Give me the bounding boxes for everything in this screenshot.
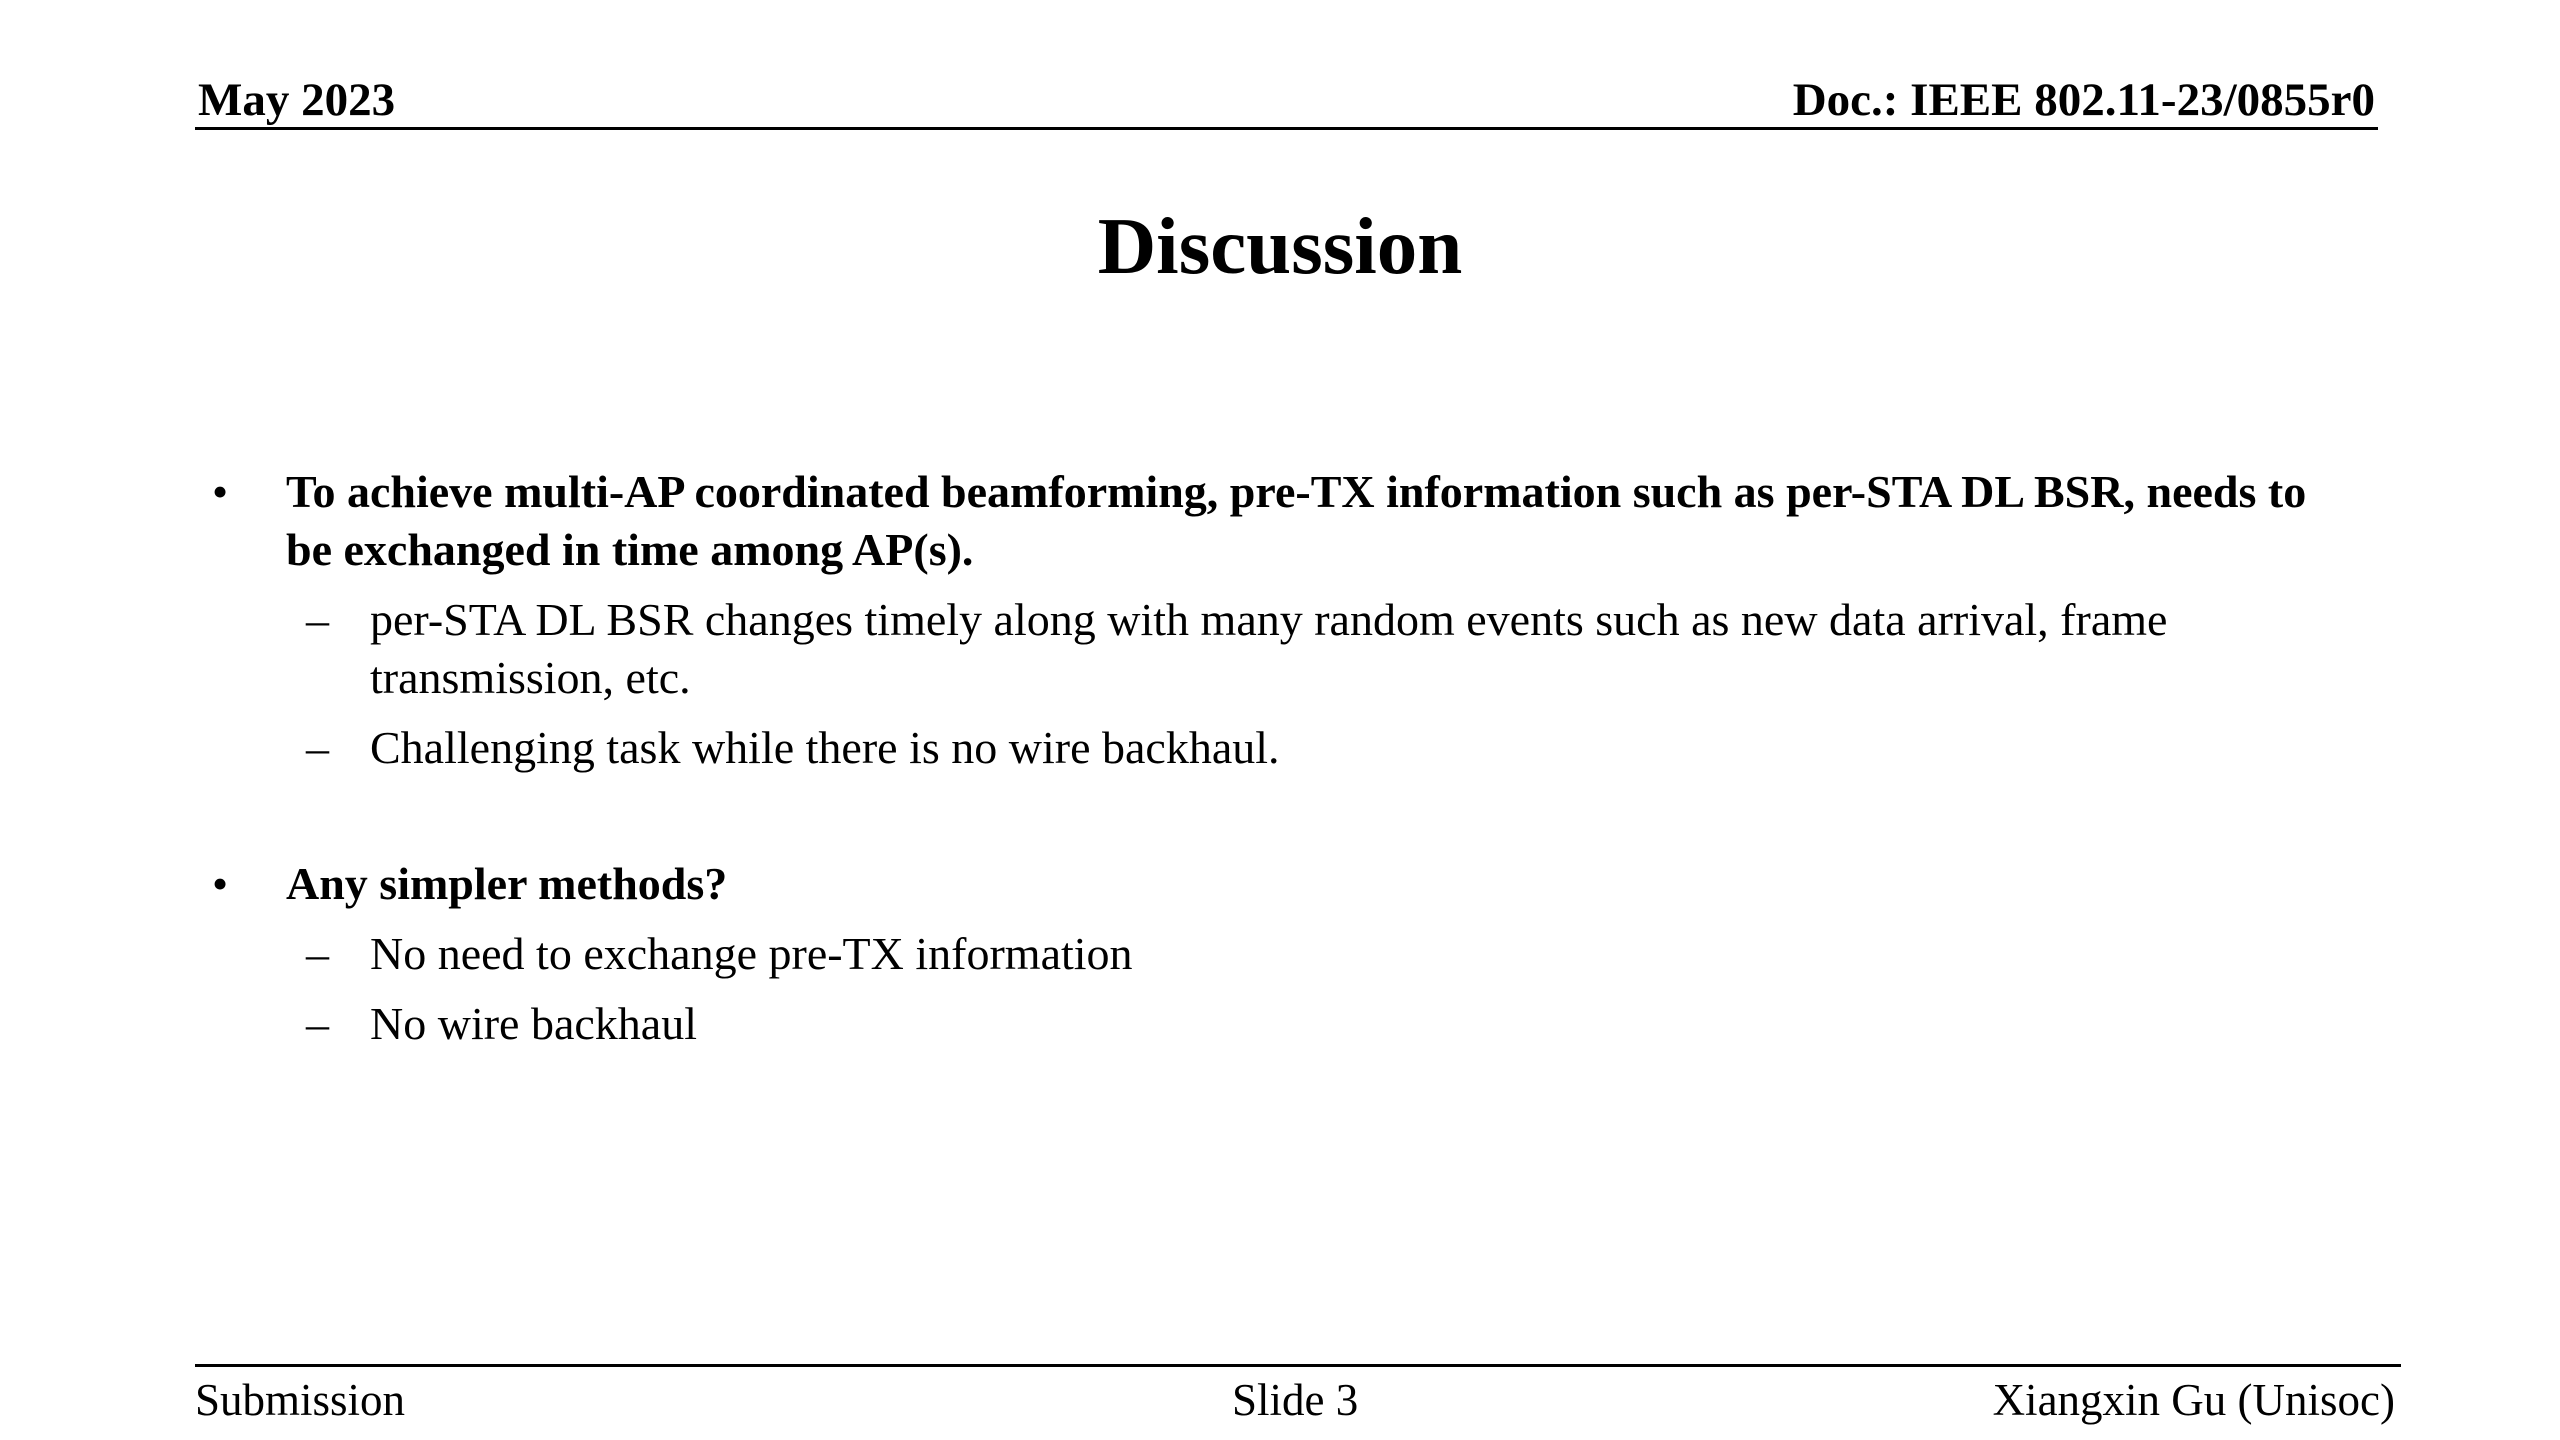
sub-item — [206, 995, 2336, 1053]
footer-submission: Submission — [195, 1375, 406, 1425]
footer-author: Xiangxin Gu (Unisoc) — [1992, 1375, 2395, 1425]
slide-title: Discussion — [1097, 201, 1463, 291]
dash-icon: – — [306, 594, 329, 645]
dash-icon: – — [306, 928, 329, 979]
footer-slide-number: Slide 3 — [1232, 1375, 1359, 1425]
sub-item-text: per-STA DL BSR changes timely along with many random events such as new data arrival, frame transmission, etc. — [370, 594, 2168, 703]
bullet-dot-icon: • — [212, 858, 229, 909]
sub-item-text: No need to exchange pre-TX information — [370, 928, 1133, 979]
bullet-item — [206, 463, 2336, 579]
sub-item-text: No wire backhaul — [370, 998, 697, 1049]
sub-list — [206, 925, 2336, 1053]
header-doc-id: Doc.: IEEE 802.11-23/0855r0 — [1792, 74, 2375, 126]
dash-icon: – — [306, 998, 329, 1049]
bullet-item — [206, 855, 2336, 913]
sub-item — [206, 591, 2336, 707]
sub-item — [206, 925, 2336, 983]
bullet-dot-icon: • — [212, 466, 229, 517]
header-date: May 2023 — [198, 74, 396, 126]
bullet-text: Any simpler methods? — [286, 858, 728, 909]
spacer — [206, 789, 2336, 855]
sub-list — [206, 591, 2336, 777]
dash-icon: – — [306, 722, 329, 773]
slide-content — [206, 463, 2336, 1065]
sub-item — [206, 719, 2336, 777]
footer-divider — [195, 1364, 2401, 1367]
sub-item-text: Challenging task while there is no wire backhaul. — [370, 722, 1280, 773]
header-divider — [195, 127, 2378, 130]
bullet-text: To achieve multi-AP coordinated beamforming, pre-TX information such as per-STA DL BSR, needs to be exchanged in time among AP(s). — [286, 466, 2307, 575]
